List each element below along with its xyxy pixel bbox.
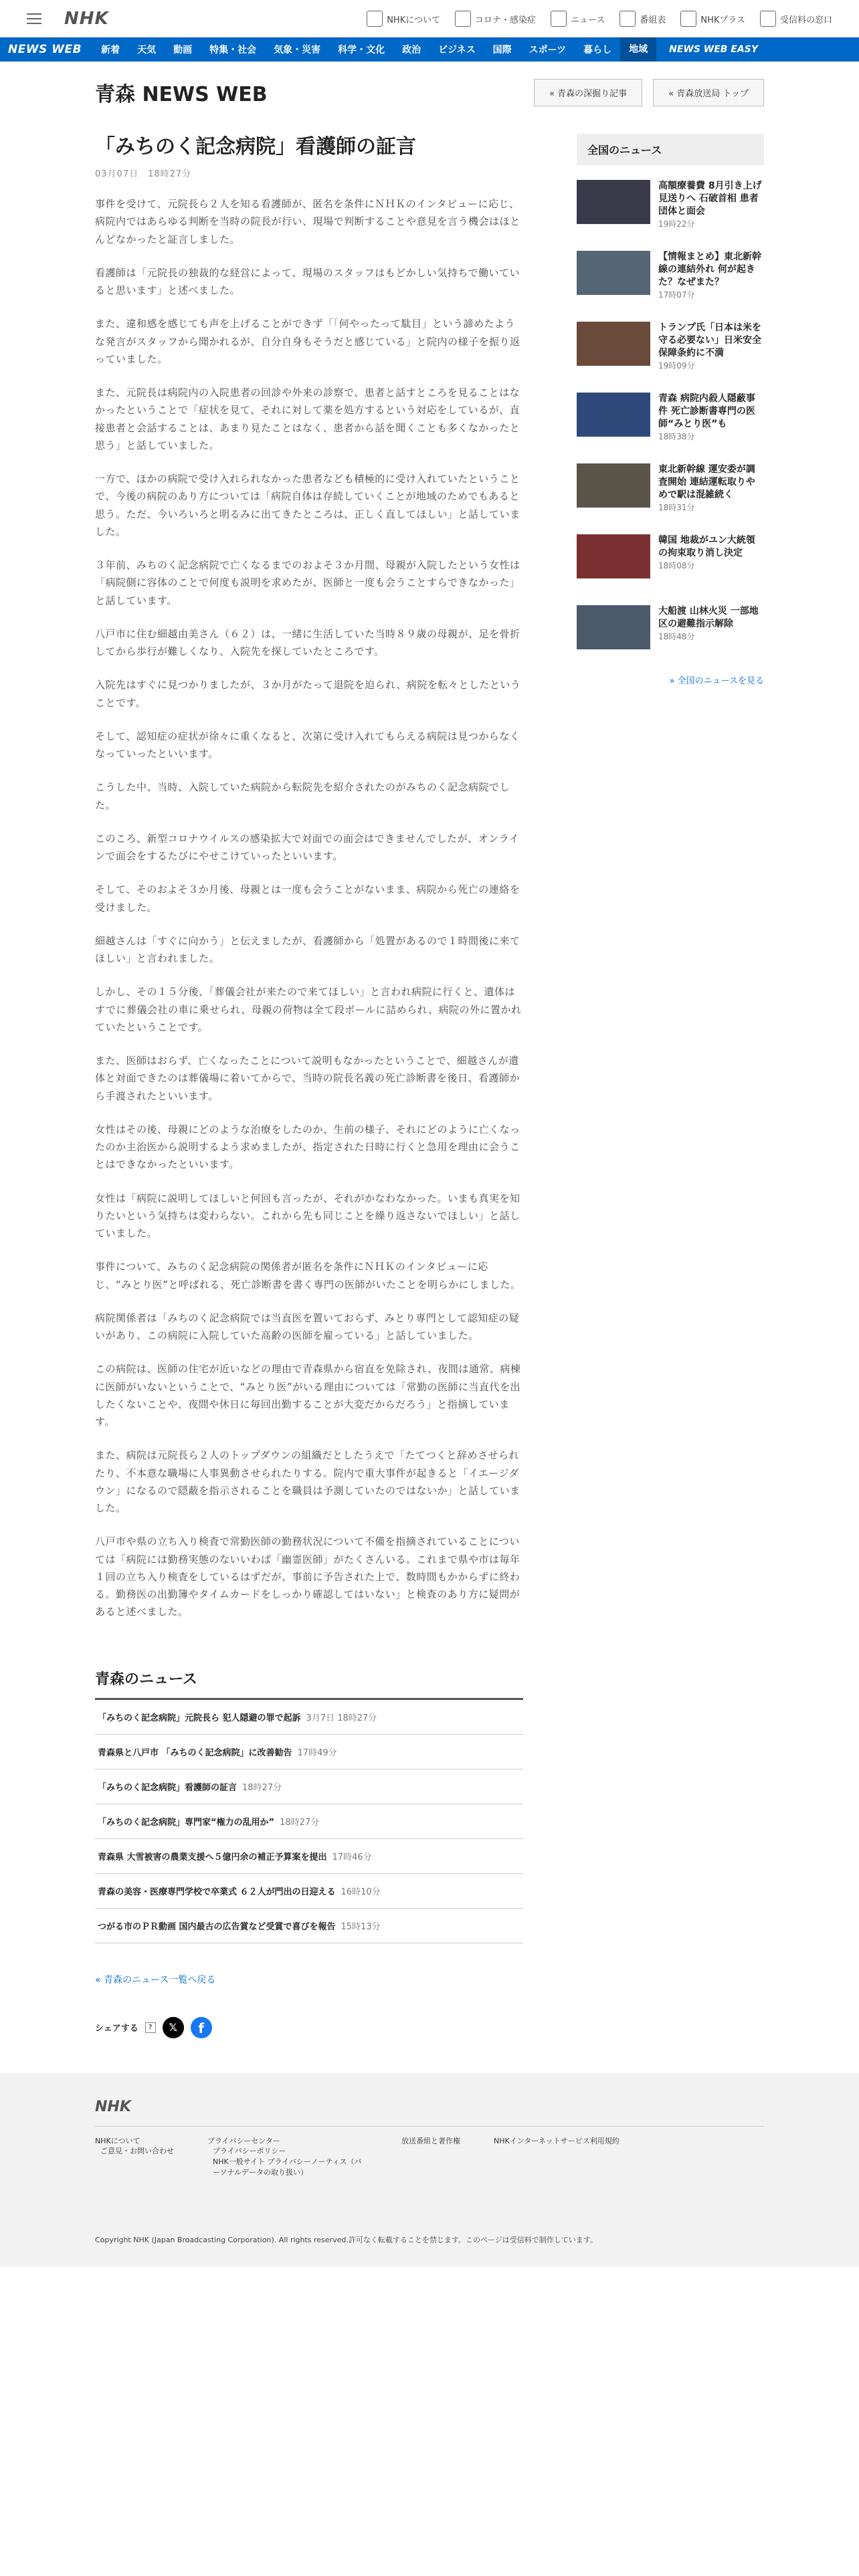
article-paragraph: ３年前、みちのく記念病院で亡くなるまでのおよそ３か月間、母親が入院したという女性は「病院側に容体のことで何度も説明を求めたが、医師と一度も会うことすらできなかった」と話しています。	[95, 559, 520, 607]
news-thumbnail[interactable]	[577, 463, 650, 508]
copyright: Copyright NHK (Japan Broadcasting Corporation). All rights reserved.許可なく転載することを禁じます。このページは受信料で制作しています。	[95, 2236, 597, 2245]
local-news-item[interactable]	[95, 1700, 523, 1735]
nav-easy[interactable]: NEWS WEB EASY	[669, 44, 758, 55]
article-title: 「みちのく記念病院」看護師の証言	[95, 135, 416, 158]
news-item-title: つがる市のＰＲ動画 国内最古の広告賞など受賞で喜びを報告	[98, 1921, 336, 1932]
nhk-logo[interactable]: NHK	[64, 8, 109, 29]
link-programs[interactable]: 番組表	[619, 9, 666, 28]
top-bar	[0, 0, 859, 37]
article-paragraph: 八戸市や県の立ち入り検査で常勤医師の勤務状況について不備を指摘されていることについては「病院には勤務実態のないいわば「幽霊医師」がたくさんいる。これまで県や市は毎年１回の立ち入り検査をしているはずだが、事前に予告された上で、数時間もかからずに終わる。勤務医の出勤簿やタイムカードをしっかり確認してはいない」と検査のあり方に疑問があると述べました。	[95, 1535, 520, 1618]
national-news-title: 高額療養費 8月引き上げ見送りへ 石破首相 患者団体と面会	[658, 181, 762, 217]
nav-feature[interactable]: 特集・社会	[209, 45, 257, 56]
share-bar	[95, 2017, 523, 2038]
footer	[0, 2073, 859, 2267]
national-news-title: 東北新幹線 運安委が調査開始 連結運転取りやめで駅は混雑続く	[658, 464, 755, 500]
news-item-title: 「みちのく記念病院」元院長ら 犯人隠避の罪で起訴	[98, 1713, 301, 1723]
link-news[interactable]: ニュース	[551, 9, 605, 28]
news-item-title: 「みちのく記念病院」看護師の証言	[98, 1782, 237, 1793]
article-paragraph: また、元院長は病院内の入院患者の回診や外来の診察で、患者と話すところを見ることはなかったということで「症状を見て、それに対して薬を処方するという対応をしているが、直接患者と会話することは、あまり見たことはなく、患者から話を聞くことも多くなかったと思う」と話していました。	[95, 387, 520, 451]
national-news-title: 韓国 地裁がユン大統領の拘束取り消し決定	[658, 535, 755, 558]
x-share-icon[interactable]: 𝕏	[163, 2017, 184, 2038]
nav-life[interactable]: 暮らし	[583, 45, 612, 56]
main-nav	[0, 37, 859, 62]
national-news-time: 19時22分	[658, 219, 695, 229]
article-paragraph: このころ、新型コロナウイルスの感染拡大で対面での面会はできませんでしたが、オンラインで面会をするたびにやせこけていったといいます。	[95, 832, 520, 862]
local-news-item[interactable]	[95, 1909, 523, 1943]
local-news-item[interactable]	[95, 1769, 523, 1804]
article-column	[95, 134, 523, 2038]
fee-icon	[760, 11, 776, 27]
footer-link-contact[interactable]: ご意見・お問い合わせ	[100, 2147, 174, 2156]
article-body	[95, 195, 523, 1621]
article-paragraph: そして、そのおよそ３か月後、母親とは一度も会うことがないまま、病院から死亡の連絡を受けました。	[95, 883, 520, 914]
program-icon	[619, 11, 636, 27]
news-icon	[551, 11, 567, 27]
link-fee[interactable]: 受信料の窓口	[760, 9, 832, 28]
nav-region[interactable]: 地域	[620, 37, 656, 62]
local-news-item[interactable]	[95, 1804, 523, 1839]
footer-logo[interactable]: NHK	[95, 2099, 764, 2127]
footer-link-privacy-notice[interactable]: NHK一般サイト プライバシーノーティス（パーソナルデータの取り扱い）	[213, 2157, 362, 2177]
link-nhkplus[interactable]: NHKプラス	[680, 9, 745, 28]
national-news-item[interactable]	[577, 322, 764, 378]
article-paragraph: こうした中、当時、入院していた病院から転院先を紹介されたのがみちのく記念病院でした。	[95, 781, 510, 811]
local-news-item[interactable]	[95, 1735, 523, 1769]
back-to-list-link[interactable]: « 青森のニュース一覧へ戻る	[95, 1974, 216, 1985]
national-news-item[interactable]	[577, 534, 764, 591]
article-paragraph: 女性は「病院に説明してほしいと何回も言ったが、それがかなわなかった。いまも真実を知りたいという気持ちは変わらない。これから先も同じことを繰り返さないでほしい」と話していました。	[95, 1192, 520, 1239]
national-news-item[interactable]	[577, 463, 764, 520]
local-news-item[interactable]	[95, 1839, 523, 1874]
national-news-time: 18時48分	[658, 631, 695, 641]
national-news-time: 18時08分	[658, 560, 695, 570]
national-news-title: 青森 病院内殺人隠蔽事件 死亡診断書専門の医師“みとり医”も	[658, 393, 755, 429]
news-item-title: 青森の美容・医療専門学校で卒業式 ６２人が門出の日迎える	[98, 1887, 336, 1897]
news-item-title: 青森県と八戸市 「みちのく記念病院」に改善勧告	[98, 1747, 292, 1758]
national-news-item[interactable]	[577, 393, 764, 449]
nav-new[interactable]: 新着	[101, 45, 120, 56]
about-icon	[367, 11, 383, 27]
news-thumbnail[interactable]	[577, 251, 650, 295]
footer-link-privacy-center[interactable]: プライバシーセンター	[207, 2136, 280, 2145]
news-thumbnail[interactable]	[577, 180, 650, 224]
news-item-time: 16時10分	[341, 1887, 381, 1897]
article-paragraph: また、医師はおらず、亡くなったことについて説明もなかったということで、細越さんが遺体と対面できたのは葬儀場に着いてからで、当時の院長名義の死亡診断書を後日、看護師から手渡されたといいます。	[95, 1055, 520, 1102]
top-links	[367, 9, 832, 28]
more-national-link[interactable]: » 全国のニュースを見る	[669, 676, 764, 686]
news-thumbnail[interactable]	[577, 605, 650, 649]
news-item-time: 18時27分	[280, 1817, 320, 1828]
national-news-title: トランプ氏「日本は米を守る必要ない」日米安全保障条約に不満	[658, 322, 761, 358]
article-paragraph: 事件を受けて、元院長ら２人を知る看護師が、匿名を条件にＮＨＫのインタビューに応じ、病院内ではあらゆる判断を当時の院長が行い、現場で判断することや意見を言う機会はほとんどなかったと証言しました。	[95, 198, 520, 245]
national-news-time: 18時38分	[658, 431, 695, 441]
local-header	[95, 76, 764, 108]
article-paragraph: この病院は、医師の住宅が近いなどの理由で青森県から宿直を免除され、夜間は通常、病棟に医師がいないということで、“みとり医”がいる理由については「常勤の医師に当直代を出したくないことや、夜間や休日に毎回出勤することが大変だからだろう」と指摘しています。	[95, 1363, 521, 1428]
share-label: シェアする	[95, 2024, 138, 2034]
footer-link-about[interactable]: NHKについて	[95, 2136, 140, 2145]
facebook-share-icon[interactable]: f	[191, 2017, 212, 2038]
article-paragraph: 入院先はすぐに見つかりましたが、３か月がたって退院を迫られ、病院を転々としたということです。	[95, 679, 521, 709]
link-corona[interactable]: コロナ・感染症	[455, 9, 536, 28]
nav-international[interactable]: 国際	[492, 45, 512, 56]
news-item-time: 15時13分	[341, 1921, 381, 1932]
article-paragraph: 事件について、みちのく記念病院の関係者が匿名を条件にＮＨＫのインタビューに応じ、“みとり医”と呼ばれる、死亡診断書を書く専門の医師がいたことを明らかにしました。	[95, 1261, 521, 1291]
news-item-title: 「みちのく記念病院」専門家“権力の乱用か”	[98, 1817, 275, 1828]
newsweb-logo[interactable]: NEWS WEB	[8, 43, 82, 56]
article-paragraph: 女性はその後、母親にどのような治療をしたのか、生前の様子、それにどのように亡くなったのか主治医から説明するよう求めましたが、指定された日時に行くと急用を理由に会うことはできなかったといいます。	[95, 1123, 520, 1171]
nav-business[interactable]: ビジネス	[438, 45, 476, 56]
national-news-time: 18時31分	[658, 502, 695, 512]
corona-icon	[455, 11, 471, 27]
nav-science[interactable]: 科学・文化	[338, 45, 385, 56]
article-paragraph: そして、認知症の症状が徐々に重くなると、次第に受け入れてもらえる病院は見つからなくなっていったといいます。	[95, 730, 520, 760]
national-news-item[interactable]	[577, 180, 764, 236]
nav-weather[interactable]: 天気	[137, 45, 157, 56]
news-item-time: 3月7日 18時27分	[306, 1713, 377, 1723]
news-thumbnail[interactable]	[577, 534, 650, 578]
nav-politics[interactable]: 政治	[402, 45, 421, 56]
plus-icon	[680, 11, 696, 27]
station-top-button[interactable]: « 青森放送局 トップ	[653, 79, 764, 106]
local-news-title: 青森のニュース	[95, 1668, 523, 1700]
national-news-time: 19時09分	[658, 360, 695, 370]
article-paragraph: 看護師は「元院長の独裁的な経営によって、現場のスタッフはもどかしい気持ちで働いていると思います」と述べました。	[95, 266, 520, 296]
article-paragraph: 病院関係者は「みちのく記念病院では当直医を置いておらず、みとり専門として認知症の疑いがあり、この病院に入院していた高齢の医師を雇っている」と話していました。	[95, 1311, 520, 1341]
article-paragraph: 細越さんは「すぐに向かう」と伝えましたが、看護師から「処置があるので１時間後に来てほしい」と言われました。	[95, 934, 520, 964]
article-paragraph: しかし、その１５分後、「葬儀会社が来たので来てほしい」と言われ病院に行くと、遺体はすでに葬儀会社の車に乗せられ、母親の荷物は全て段ボールに詰められ、病院の外に置かれていたということです。	[95, 986, 522, 1033]
local-news-item[interactable]	[95, 1874, 523, 1909]
local-news-list	[95, 1700, 523, 1943]
article-paragraph: 八戸市に住む細越由美さん（６２）は、一緒に生活していた当時８９歳の母親が、足を骨折してから歩行が難しくなり、入院先を探していたところです。	[95, 627, 520, 657]
national-news-item[interactable]	[577, 605, 764, 661]
national-news-title: 全国のニュース	[577, 134, 764, 165]
news-thumbnail[interactable]	[577, 393, 650, 437]
news-item-time: 17時46分	[332, 1852, 372, 1862]
article-time: 03月07日 18時27分	[95, 169, 192, 179]
nav-video[interactable]: 動画	[173, 45, 193, 56]
footer-link-terms[interactable]: NHKインターネットサービス利用規約	[494, 2136, 619, 2145]
national-news-title: 大船渡 山林火災 一部地区の避難指示解除	[658, 606, 759, 629]
article-paragraph: また、病院は元院長ら２人のトップダウンの組織だとしたうえで「たてつくと辞めさせられたり、不本意な職場に人事異動させられたりする。院内で重大事件が起きると「イエージダウン」になるので隠蔽を指示されることを職員は予測していたのではないか」と話していました。	[95, 1449, 520, 1514]
link-about[interactable]: NHKについて	[367, 9, 440, 28]
national-news-list	[577, 180, 764, 661]
national-news-item[interactable]	[577, 251, 764, 307]
menu-icon[interactable]	[27, 13, 41, 24]
nav-disaster[interactable]: 気象・災害	[274, 45, 321, 56]
national-news-title: 【情報まとめ】東北新幹線の連結外れ 何が起きた？なぜまた？	[658, 251, 761, 288]
nav-sports[interactable]: スポーツ	[529, 45, 567, 56]
news-item-time: 17時49分	[297, 1747, 337, 1758]
article-paragraph: 一方で、ほかの病院で受け入れられなかった患者なども積極的に受け入れていたということで、今後の病院のあり方については「病院自体は存続していくことが地域のためでもあると思う。ただ、今いろいろと明るみに出てきたところは、正しく直してほしい」と話していました。	[95, 473, 520, 538]
news-item-title: 青森県 大雪被害の農業支援へ５億円余の補正予算案を提出	[98, 1852, 327, 1862]
news-item-time: 18時27分	[242, 1782, 282, 1793]
local-title[interactable]: 青森 NEWS WEB	[95, 83, 268, 106]
footer-link-copyright[interactable]: 放送番組と著作権	[401, 2136, 460, 2145]
help-icon[interactable]: ?	[145, 2022, 156, 2033]
sidebar	[577, 134, 764, 2038]
national-news-time: 17時07分	[658, 290, 695, 300]
article-paragraph: また、違和感を感じても声を上げることができず「「何やったって駄目」という諦めたような発言がスタッフから聞かれるが、自分自身もそうだと感じている」と院内の様子を振り返っていました。	[95, 318, 520, 365]
news-thumbnail[interactable]	[577, 322, 650, 366]
deep-dive-button[interactable]: « 青森の深掘り記事	[534, 79, 642, 106]
footer-link-privacy-policy[interactable]: プライバシーポリシー	[213, 2147, 286, 2156]
